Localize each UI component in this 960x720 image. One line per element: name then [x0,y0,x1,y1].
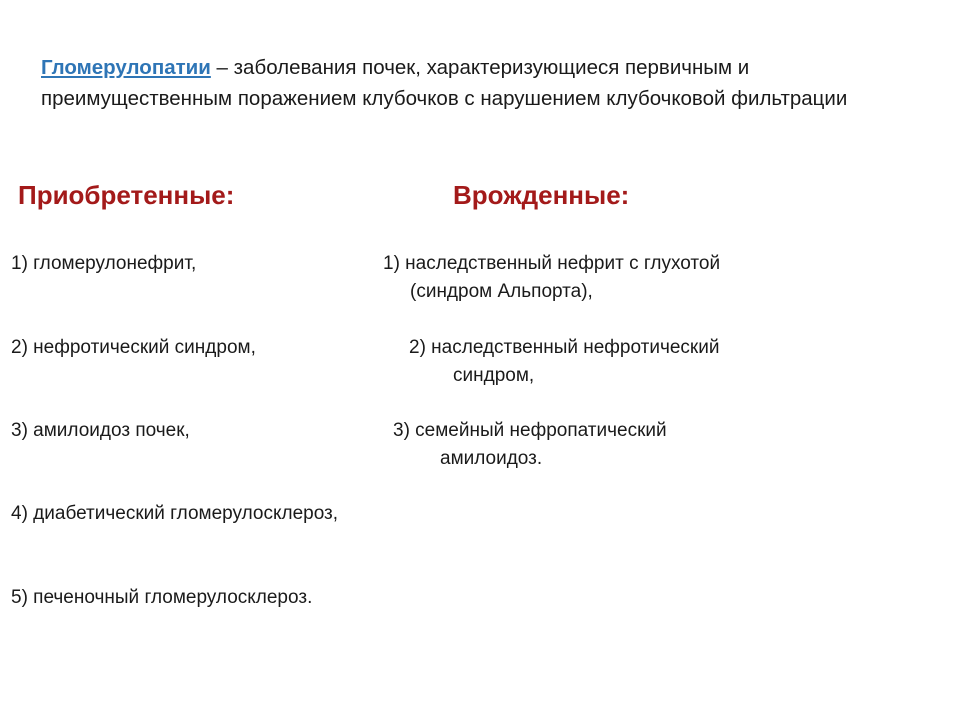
definition-term-link[interactable]: Гломерулопатии [41,56,211,79]
congenital-item-2-line1: 2) наследственный нефротический [409,337,720,358]
definition-paragraph [41,52,921,114]
acquired-item-5: 5) печеночный гломерулосклероз. [11,587,313,608]
congenital-item-1-line1: 1) наследственный нефрит с глухотой [383,253,721,274]
congenital-item-2-line2: синдром, [453,365,535,386]
congenital-item-3-line1: 3) семейный нефропатический [393,420,667,441]
congenital-heading: Врожденные: [453,180,630,210]
acquired-item-4: 4) диабетический гломерулосклероз, [11,503,339,524]
acquired-item-2: 2) нефротический синдром, [11,337,256,358]
congenital-item-3-line2: амилоидоз. [440,448,543,469]
congenital-item-1-line2: (синдром Альпорта), [410,281,593,302]
acquired-heading: Приобретенные: [18,180,235,210]
definition-text: – заболевания почек, характеризующиеся первичным и преимущественным поражением клубочков с нарушением клубочковой фильтрации [41,56,848,110]
acquired-item-3: 3) амилоидоз почек, [11,420,190,441]
acquired-item-1: 1) гломерулонефрит, [11,253,197,274]
